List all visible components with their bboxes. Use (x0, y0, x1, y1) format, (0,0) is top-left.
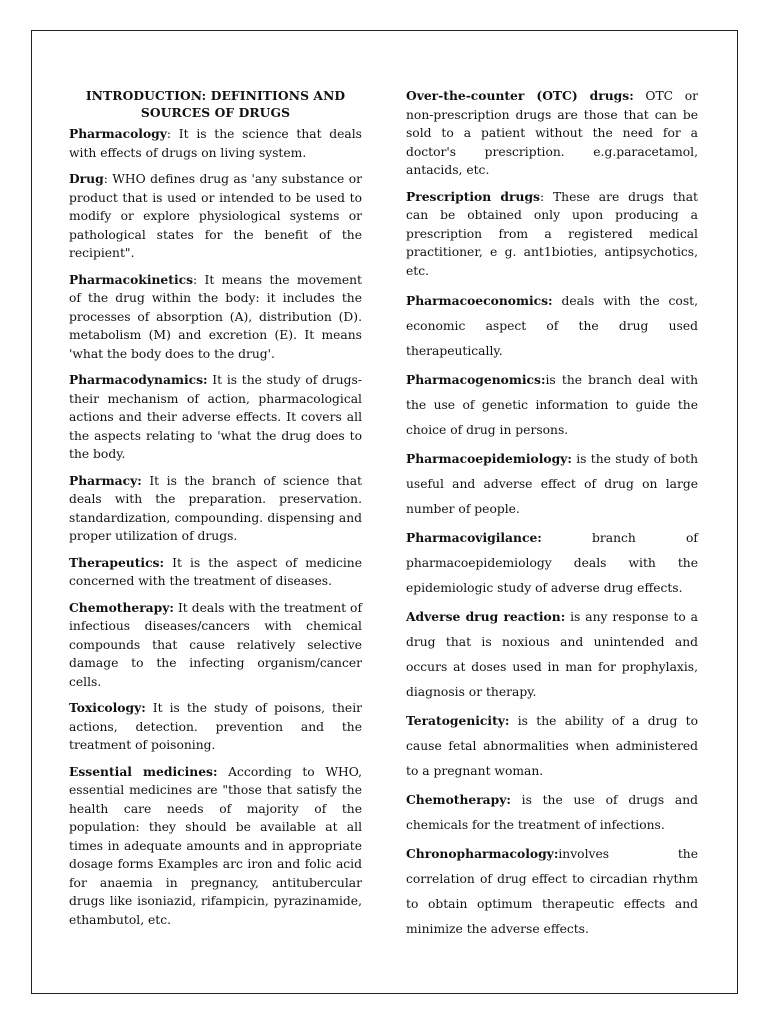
definition-essential-medicines (69, 763, 362, 930)
definition-text: branch of pharmacoepidemiology deals with the epidemiologic study of adverse drug effects. (406, 531, 698, 595)
definition-text: According to WHO, essential medicines are "those that satisfy the health care needs of majority of the population: they should be available at all times in adequate amounts and in appropriate dosage forms Examples arc iron and folic acid for anaemia in pregnancy, antitubercular drugs like isoniazid, rifampicin, pyrazinamide, ethambutol, etc. (69, 764, 362, 927)
definition-text: It deals with the treatment of infectious diseases/cancers with chemical compounds that cause relatively selective damage to the infecting organism/cancer cells. (69, 600, 362, 689)
definition-pharmacodynamics (69, 371, 362, 464)
definition-text: : WHO defines drug as 'any substance or product that is used or intended to be used to modify or explore physiological systems or pathological states for the benefit of the recipient". (69, 172, 362, 260)
definition-pharmacoepidemiology (406, 446, 698, 522)
definition-term: Therapeutics: (69, 554, 165, 570)
definition-term: Over-the-counter (OTC) drugs: (406, 88, 634, 103)
definition-text: It is the aspect of medicine concerned with the treatment of diseases. (69, 555, 362, 588)
definition-term: Pharmacokinetics (69, 271, 194, 287)
definition-chronopharmacology (406, 841, 698, 942)
definition-text: is the use of drugs and chemicals for the treatment of infections. (406, 793, 698, 832)
definition-term: Adverse drug reaction: (406, 609, 566, 624)
definition-pharmacokinetics (69, 271, 362, 364)
definition-term: Pharmacology (69, 126, 167, 141)
definition-text: : It means the movement of the drug within the body: it includes the processes of absorption (A), distribution (D). metabolism (M) and excretion (E). It means 'what the body does to the drug'. (69, 272, 362, 361)
definition-drug (69, 170, 362, 263)
definition-term: Pharmacodynamics: (69, 372, 208, 387)
definition-text: is any response to a drug that is noxious and unintended and occurs at doses used in man for prophylaxis, diagnosis or therapy. (406, 610, 698, 699)
definition-chemotherapy-2 (406, 787, 698, 838)
definition-text: It is the study of drugs-their mechanism of action, pharmacological actions and their adverse effects. It covers all the aspects relating to 'what the drug does to the body. (69, 373, 362, 461)
definition-pharmacy (69, 472, 362, 546)
definition-text: involves the correlation of drug effect to circadian rhythm to obtain optimum therapeutic effects and minimize the adverse effects. (406, 847, 698, 936)
definition-text: deals with the cost, economic aspect of the drug used therapeutically. (406, 294, 698, 358)
definition-term: Essential medicines: (69, 763, 218, 779)
definition-text: is the ability of a drug to cause fetal abnormalities when administered to a pregnant woman. (406, 714, 698, 778)
definition-term: Chronopharmacology: (406, 846, 559, 861)
definition-text: is the study of both useful and adverse effect of drug on large number of people. (406, 452, 698, 516)
definition-text: : These are drugs that can be obtained only upon producing a prescription from a registered medical practitioner, e g. ant1bioties, antipsychotics, etc. (406, 189, 698, 278)
definition-term: Pharmacy: (69, 472, 142, 488)
definition-text: It is the study of poisons, their actions, detection. prevention and the treatment of poisoning. (69, 701, 362, 752)
definition-text: It is the branch of science that deals with the preparation. preservation. standardization, compounding. dispensing and proper utilization of drugs. (69, 473, 362, 543)
definition-term: Drug (69, 171, 104, 186)
definition-toxicology (69, 699, 362, 755)
definition-text: OTC or non-prescription drugs are those that can be sold to a patient without the need for a doctor's prescription. e.g.paracetamol, antacids, etc. (406, 89, 698, 177)
definition-pharmacogenomics (406, 367, 698, 443)
definition-term: Pharmacoeconomics: (406, 293, 553, 308)
definition-term: Pharmacoepidemiology: (406, 451, 572, 466)
definition-teratogenicity (406, 708, 698, 784)
definition-text: : It is the science that deals with effects of drugs on living system. (69, 127, 362, 160)
definition-term: Pharmacogenomics: (406, 372, 546, 387)
definition-term: Chemotherapy: (406, 792, 511, 807)
definition-pharmacology (69, 125, 362, 162)
definition-term: Toxicology: (69, 700, 146, 715)
page-title: INTRODUCTION: DEFINITIONS AND SOURCES OF DRUGS (85, 88, 346, 120)
right-column (406, 87, 698, 945)
definition-text: is the branch deal with the use of genetic information to guide the choice of drug in persons. (406, 373, 698, 437)
definition-otc-drugs (406, 87, 698, 180)
definition-term: Prescription drugs (406, 188, 540, 204)
definition-therapeutics (69, 554, 362, 591)
definition-term: Chemotherapy: (69, 599, 174, 615)
definition-prescription-drugs (406, 188, 698, 281)
left-column (69, 87, 362, 937)
definition-chemotherapy (69, 599, 362, 692)
definition-pharmacoeconomics (406, 288, 698, 364)
definition-term: Pharmacovigilance: (406, 530, 542, 545)
definition-term: Teratogenicity: (406, 713, 510, 728)
definition-adverse-drug-reaction (406, 604, 698, 705)
definition-pharmacovigilance (406, 525, 698, 601)
